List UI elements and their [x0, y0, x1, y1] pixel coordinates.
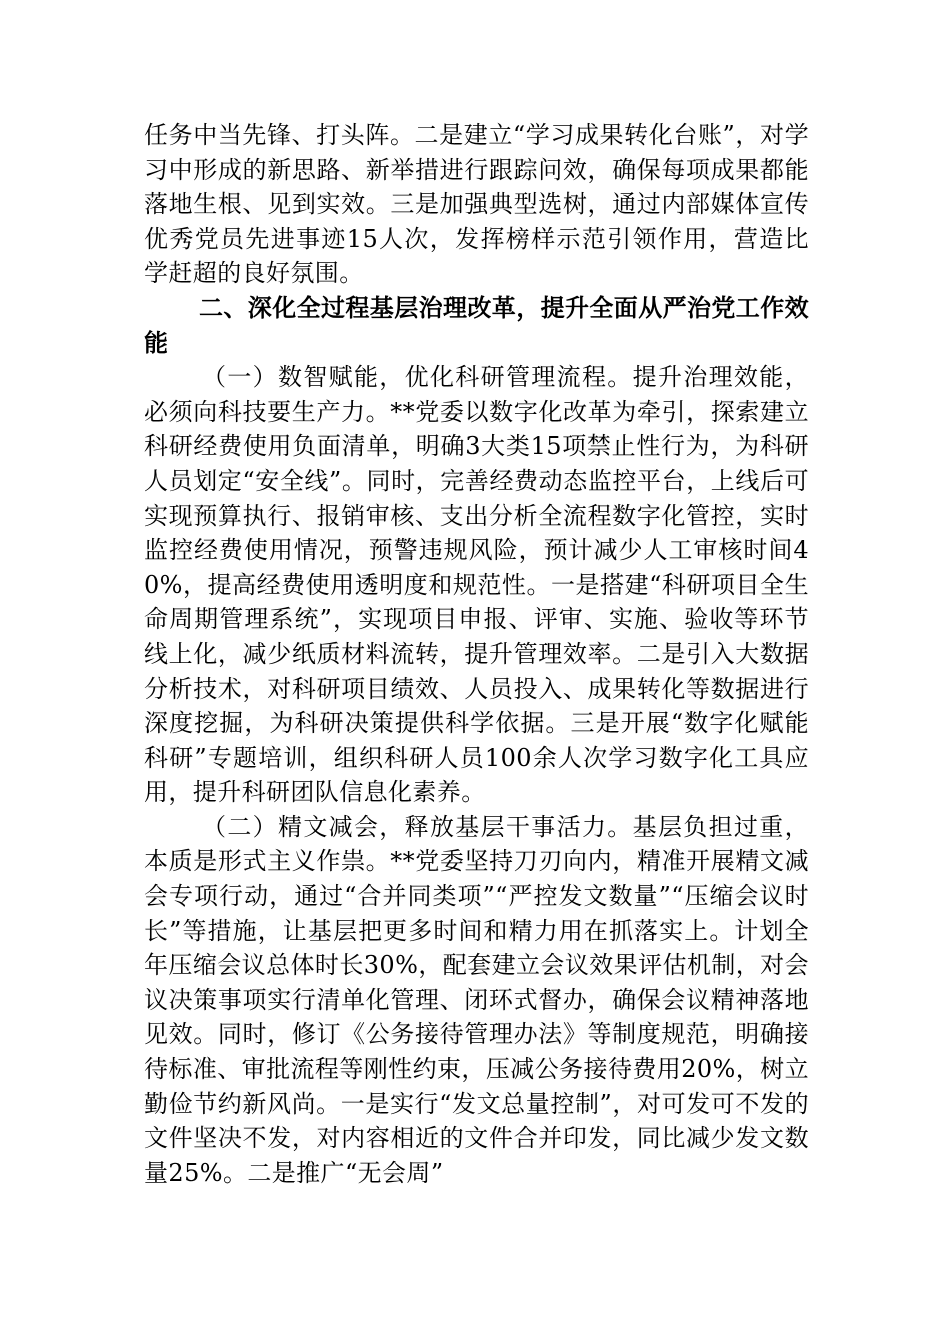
body-paragraph: （一）数智赋能，优化科研管理流程。提升治理效能，必须向科技要生产力。**党委以数字化改革为牵引，探索建立科研经费使用负面清单，明确3大类15项禁止性行为，为科研人员划定“安全线”。同时，完善经费动态监控平台，上线后可实现预算执行、报销审核、支出分析全流程数字化管控，实时监控经费使用情况，预警违规风险，预计减少人工审核时间40%，提高经费使用透明度和规范性。一是搭建“科研项目全生命周期管理系统”，实现项目申报、评审、实施、验收等环节线上化，减少纸质材料流转，提升管理效率。二是引入大数据分析技术，对科研项目绩效、人员投入、成果转化等数据进行深度挖掘，为科研决策提供科学依据。三是开展“数字化赋能科研”专题培训，组织科研人员100余人次学习数字化工具应用，提升科研团队信息化素养。	[144, 363, 809, 807]
document-page	[144, 118, 809, 1190]
section-heading: 二、深化全过程基层治理改革，提升全面从严治党工作效能	[144, 293, 809, 357]
body-paragraph: 任务中当先锋、打头阵。二是建立“学习成果转化台账”，对学习中形成的新思路、新举措进行跟踪问效，确保每项成果都能落地生根、见到实效。三是加强典型选树，通过内部媒体宣传优秀党员先进事迹15人次，发挥榜样示范引领作用，营造比学赶超的良好氛围。	[144, 121, 809, 288]
body-paragraph: （二）精文减会，释放基层干事活力。基层负担过重，本质是形式主义作祟。**党委坚持刀刃向内，精准开展精文减会专项行动，通过“合并同类项”“严控发文数量”“压缩会议时长”等措施，让基层把更多时间和精力用在抓落实上。计划全年压缩会议总体时长30%，配套建立会议效果评估机制，对会议决策事项实行清单化管理、闭环式督办，确保会议精神落地见效。同时，修订《公务接待管理办法》等制度规范，明确接待标准、审批流程等刚性约束，压减公务接待费用20%，树立勤俭节约新风尚。一是实行“发文总量控制”，对可发可不发的文件坚决不发，对内容相近的文件合并印发，同比减少发文数量25%。二是推广“无会周”	[144, 812, 809, 1187]
